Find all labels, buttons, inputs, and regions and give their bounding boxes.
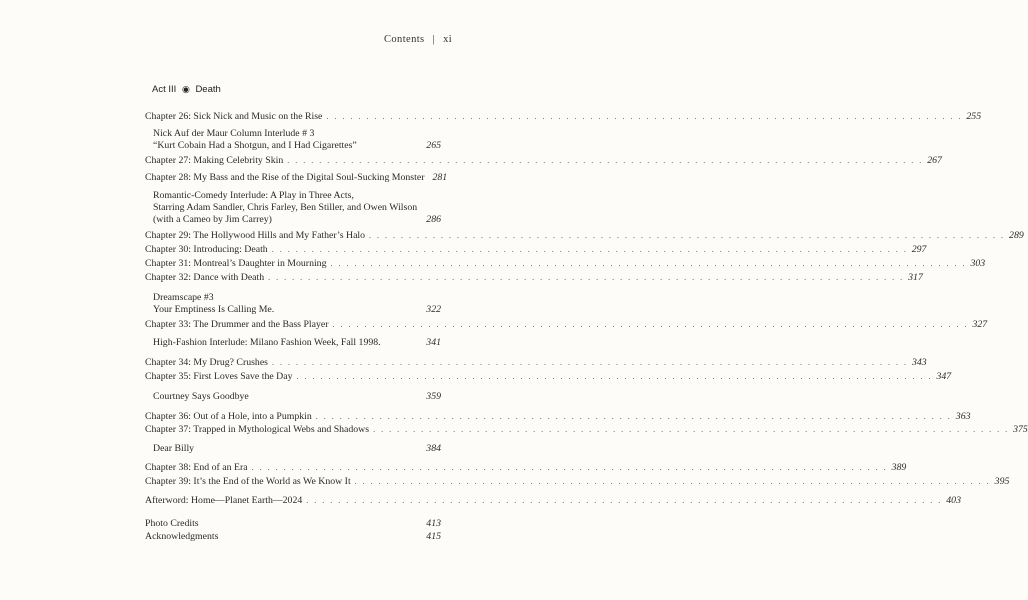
dot-leader: . . . . . . . . . . . . . . . . . . . . . . . . . . . . . . . . . . . . . . . . . . . . . . . . . . . . . . . . . . . . . . . . . . . . . . . . . . . . . . . . [369, 231, 1006, 240]
toc-entry-page: 363 [955, 411, 971, 422]
toc-entry-page: 289 [1009, 230, 1024, 241]
toc-entry-page: 317 [908, 272, 923, 283]
toc-entry-title: Chapter 28: My Bass and the Rise of the Digital Soul-Sucking Monster [145, 172, 425, 183]
toc-interlude [153, 337, 441, 349]
toc-interlude [153, 190, 441, 225]
toc-entry-page: 281 [432, 172, 448, 183]
toc-interlude-page: 286 [426, 213, 441, 225]
toc-interlude-title: Your Emptiness Is Calling Me. [153, 303, 275, 315]
toc-entry-title: Chapter 32: Dance with Death [145, 272, 265, 283]
act-label: Act III [152, 84, 177, 95]
toc-interlude-last-line [153, 140, 441, 152]
toc-entry [145, 230, 1024, 242]
toc-interlude-last-line [153, 443, 441, 455]
toc-entry-title: Chapter 29: The Hollywood Hills and My Father’s Halo [145, 230, 366, 241]
dot-leader: . . . . . . . . . . . . . . . . . . . . . . . . . . . . . . . . . . . . . . . . . . . . . . . . . . . . . . . . . . . . . . . . . . . . . . . . . . . . . . . . [271, 245, 908, 254]
toc-entry-title: Chapter 36: Out of a Hole, into a Pumpkin [145, 411, 312, 422]
toc-interlude-last-line [153, 337, 441, 349]
toc-entry-page: 375 [1013, 424, 1028, 435]
dot-leader: . . . . . . . . . . . . . . . . . . . . . . . . . . . . . . . . . . . . . . . . . . . . . . . . . . . . . . . . . . . . . . . . . . . . . . . . . . . . . . . . [251, 463, 888, 472]
toc-interlude-page: 359 [426, 391, 441, 402]
toc-entry [145, 155, 942, 167]
toc-interlude [153, 128, 441, 152]
toc-interlude-title: “Kurt Cobain Had a Shotgun, and I Had Cigarettes” [153, 139, 357, 151]
running-head-separator: | [432, 34, 436, 45]
toc-entry [145, 531, 441, 543]
toc-entry-title: Chapter 37: Trapped in Mythological Webs and Shadows [145, 424, 370, 435]
toc-interlude-title: Courtney Says Goodbye [153, 391, 249, 402]
toc-entry-title: Chapter 38: End of an Era [145, 462, 248, 473]
toc-entry [145, 476, 1010, 488]
toc-interlude-page: 341 [426, 337, 441, 348]
dot-leader: . . . . . . . . . . . . . . . . . . . . . . . . . . . . . . . . . . . . . . . . . . . . . . . . . . . . . . . . . . . . . . . . . . . . . . . . . . . . . . . . [296, 372, 933, 381]
toc-entry [145, 411, 971, 423]
toc-interlude-line: Nick Auf der Maur Column Interlude # 3 [153, 128, 315, 139]
act-heading [152, 84, 221, 95]
dot-leader: . . . . . . . . . . . . . . . . . . . . . . . . . . . . . . . . . . . . . . . . . . . . . . . . . . . . . . . . . . . . . . . . . . . . . . . . . . . . . . . . [354, 477, 991, 486]
toc-interlude-line: Romantic-Comedy Interlude: A Play in Three Acts, [153, 190, 354, 201]
toc-entry [145, 371, 952, 383]
toc-interlude-title: (with a Cameo by Jim Carrey) [153, 213, 272, 225]
toc-entry-title: Acknowledgments [145, 531, 219, 542]
dot-leader: . . . . . . . . . . . . . . . . . . . . . . . . . . . . . . . . . . . . . . . . . . . . . . . . . . . . . . . . . . . . . . . . . . . . . . . . . . . . . . . . [306, 496, 943, 505]
toc-entry-title: Afterword: Home—Planet Earth—2024 [145, 495, 303, 506]
toc-entry-title: Chapter 27: Making Celebrity Skin [145, 155, 284, 166]
toc-entry-page: 343 [912, 357, 927, 368]
toc-entry [145, 462, 907, 474]
toc-entry-title: Photo Credits [145, 518, 199, 529]
dot-leader: . . . . . . . . . . . . . . . . . . . . . . . . . . . . . . . . . . . . . . . . . . . . . . . . . . . . . . . . . . . . . . . . . . . . . . . . . . . . . . . . [315, 412, 952, 421]
dot-leader: . . . . . . . . . . . . . . . . . . . . . . . . . . . . . . . . . . . . . . . . . . . . . . . . . . . . . . . . . . . . . . . . . . . . . . . . . . . . . . . . [332, 320, 969, 329]
toc-entry [145, 258, 986, 270]
toc-interlude-page: 322 [426, 303, 441, 315]
toc-entry-page: 303 [970, 258, 986, 269]
toc-entry-page: 395 [994, 476, 1010, 487]
toc-entry-page: 267 [927, 155, 942, 166]
toc-interlude [153, 292, 441, 316]
toc-interlude-last-line [153, 304, 441, 316]
dot-leader: . . . . . . . . . . . . . . . . . . . . . . . . . . . . . . . . . . . . . . . . . . . . . . . . . . . . . . . . . . . . . . . . . . . . . . . . . . . . . . . . [326, 112, 963, 121]
toc-entry-page: 389 [891, 462, 907, 473]
dot-leader: . . . . . . . . . . . . . . . . . . . . . . . . . . . . . . . . . . . . . . . . . . . . . . . . . . . . . . . . . . . . . . . . . . . . . . . . . . . . . . . . [272, 358, 908, 367]
toc-entry [145, 518, 441, 530]
dot-leader: . . . . . . . . . . . . . . . . . . . . . . . . . . . . . . . . . . . . . . . . . . . . . . . . . . . . . . . . . . . . . . . . . . . . . . . . . . . . . . . . [330, 259, 967, 268]
toc-interlude-page: 265 [426, 139, 441, 151]
toc-interlude [153, 391, 441, 403]
toc-interlude-line: Starring Adam Sandler, Chris Farley, Ben Stiller, and Owen Wilson [153, 201, 418, 213]
toc-entry-title: Chapter 30: Introducing: Death [145, 244, 268, 255]
running-head-section: Contents [384, 34, 425, 45]
toc-entry [145, 495, 961, 507]
running-head [384, 34, 452, 45]
toc-interlude-last-line [153, 391, 441, 403]
toc-entry-title: Chapter 33: The Drummer and the Bass Player [145, 319, 329, 330]
toc-entry [145, 357, 927, 369]
toc-interlude-page: 384 [426, 443, 441, 454]
toc-entry-page: 403 [946, 495, 961, 506]
toc-entry [145, 244, 927, 256]
toc-interlude-last-line [153, 214, 441, 226]
dot-leader: . . . . . . . . . . . . . . . . . . . . . . . . . . . . . . . . . . . . . . . . . . . . . . . . . . . . . . . . . . . . . . . . . . . . . . . . . . . . . . . . [287, 156, 924, 165]
toc-entry [145, 424, 1028, 436]
toc-entry-page: 415 [426, 531, 441, 542]
toc-entry-page: 347 [936, 371, 952, 382]
toc-interlude-title: High-Fashion Interlude: Milano Fashion Week, Fall 1998. [153, 337, 381, 348]
eye-icon: ◉ [181, 84, 190, 94]
toc-entry-title: Chapter 34: My Drug? Crushes [145, 357, 268, 368]
dot-leader: . . . . . . . . . . . . . . . . . . . . . . . . . . . . . . . . . . . . . . . . . . . . . . . . . . . . . . . . . . . . . . . . . . . . . . . . . . . . . . . . [268, 273, 905, 282]
toc-entry-title: Chapter 26: Sick Nick and Music on the Rise [145, 111, 323, 122]
toc-entry-title: Chapter 31: Montreal’s Daughter in Mourning [145, 258, 327, 269]
toc-entry-page: 413 [426, 518, 441, 529]
toc-entry [145, 272, 923, 284]
toc-interlude-title: Dear Billy [153, 443, 195, 454]
dot-leader: . . . . . . . . . . . . . . . . . . . . . . . . . . . . . . . . . . . . . . . . . . . . . . . . . . . . . . . . . . . . . . . . . . . . . . . . . . . . . . . . [373, 425, 1010, 434]
act-name: Death [195, 84, 221, 95]
toc-entry [145, 319, 988, 331]
toc-entry-title: Chapter 35: First Loves Save the Day [145, 371, 293, 382]
toc-entry-page: 297 [911, 244, 927, 255]
toc-entry-title: Chapter 39: It’s the End of the World as We Know It [145, 476, 351, 487]
toc-entry-page: 327 [972, 319, 988, 330]
running-head-page-number: xi [443, 34, 453, 45]
toc-entry [145, 111, 982, 123]
toc-interlude-line: Dreamscape #3 [153, 292, 214, 303]
toc-interlude [153, 443, 441, 455]
toc-entry [145, 172, 448, 184]
toc-entry-page: 255 [966, 111, 982, 122]
